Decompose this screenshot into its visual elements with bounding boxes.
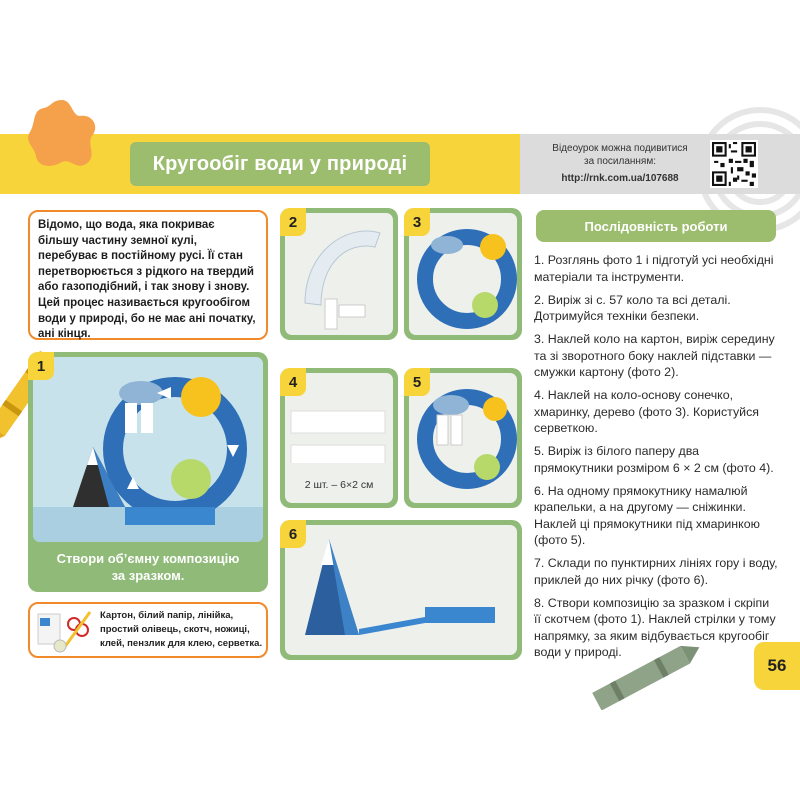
qr-code-icon[interactable] — [710, 140, 758, 188]
photo-number-badge: 4 — [280, 368, 306, 396]
craft-tools-icon — [34, 608, 94, 654]
intro-text: Відомо, що вода, яка покриває більшу частину земної кулі, перебуває в постійному русі. Її стан перетворюється з рідкого на твердий або газоподібний, і так знову і знову. Цей процес називається кругообігом води у природі, бо не має анi початку, ані кінця. — [38, 219, 256, 341]
water-cycle-model-illustration — [33, 357, 263, 542]
step-item: 6. На одному прямокутнику намалюй крапельки, а на другому — сніжинки. Наклей ці прямокутники під хмаринкою (фото 5). — [534, 483, 760, 547]
photo-1-image — [33, 357, 263, 542]
materials-box — [28, 602, 268, 658]
step-item: 4. Наклей на коло-основу сонечко, хмаринку, дерево (фото 3). Користуйся серветкою. — [534, 388, 760, 435]
page-number: 56 — [754, 642, 800, 690]
photo-1 — [28, 352, 268, 592]
step-item: 1. Розглянь фото 1 і підготуй усі необхідні матеріали та інструменти. — [534, 253, 774, 284]
photo-number-badge: 5 — [404, 368, 430, 396]
photo-4-caption: 2 шт. – 6×2 см — [304, 479, 374, 491]
photo-2 — [280, 208, 398, 340]
video-url[interactable]: http://rnk.com.ua/107688 — [561, 173, 679, 184]
page-title: Кругообіг води у природі — [152, 152, 408, 175]
steps-list — [534, 252, 778, 667]
caption-line-2: за зразком. — [111, 568, 185, 583]
step-item: 7. Склади по пунктирних лініях гору і воду, приклей до них річку (фото 6). — [534, 556, 778, 587]
crayon-decoration-right — [580, 640, 710, 710]
video-info — [530, 142, 710, 185]
materials-text: Картон, білий папір, лінійка, простий олівець, скотч, ножиці, клей, пензлик для клею, серветка. — [100, 610, 263, 649]
intro-box — [28, 210, 268, 340]
mountain-and-river-illustration — [285, 525, 517, 655]
video-link-band — [520, 134, 800, 194]
video-line-2: за посиланням: — [584, 156, 656, 167]
photo-number-badge: 2 — [280, 208, 306, 236]
step-item: 2. Виріж зі с. 57 коло та всі деталі. Дотримуйся техніки безпеки. — [534, 292, 731, 323]
photo-number-badge: 6 — [280, 520, 306, 548]
photo-6-image — [285, 525, 517, 655]
photo-number-badge: 3 — [404, 208, 430, 236]
video-line-1: Відеоурок можна подивитися — [552, 143, 688, 154]
photo-3 — [404, 208, 522, 340]
step-item: 3. Наклей коло на картон, виріж середину та зі зворотного боку наклей підставки — смужки картону (фото 2). — [534, 332, 775, 379]
caption-line-1: Створи об’ємну композицію — [56, 551, 240, 566]
sequence-header: Послідовність роботи — [536, 210, 776, 242]
photo-5 — [404, 368, 522, 508]
title-box — [130, 142, 430, 186]
step-item: 5. Виріж із білого паперу два прямокутники розміром 6 × 2 см (фото 4). — [534, 444, 774, 475]
photo-1-caption — [28, 550, 268, 584]
photo-number-badge: 1 — [28, 352, 54, 380]
photo-6 — [280, 520, 522, 660]
photo-4 — [280, 368, 398, 508]
orange-blob-decoration — [22, 96, 102, 176]
step-item: 8. Створи композицію за зразком і скріпи її скотчем (фото 1). Наклей стрілки у тому напрямку, за яким відбувається кругообіг води у природі. — [534, 595, 776, 659]
